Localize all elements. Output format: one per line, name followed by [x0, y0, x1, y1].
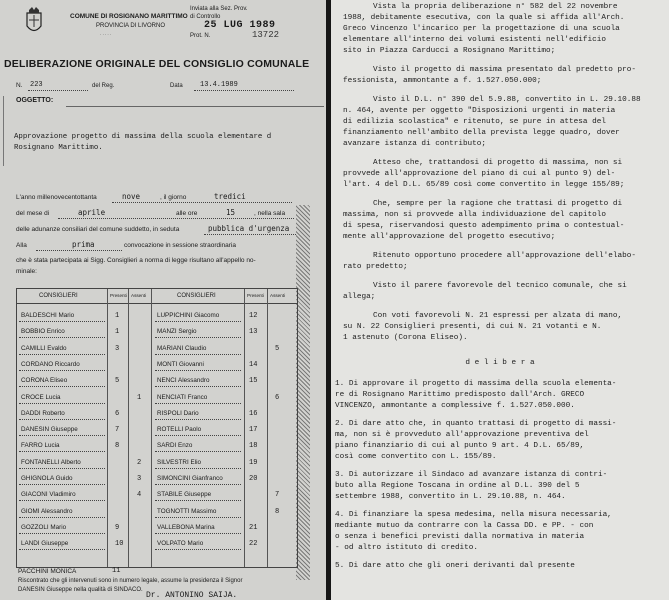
present-number: 13 [249, 328, 258, 337]
paragraph-line: massima, non si provvede alla individuazione del capitolo [343, 211, 606, 219]
table-row [17, 505, 297, 520]
councillor-name: VALLEBONA Marina [157, 523, 215, 531]
coat-of-arms-icon [24, 6, 44, 38]
councillor-name: GIOMI Alessandro [21, 507, 73, 515]
paragraph-line: su N. 22 Consiglieri presenti, di cui N. 21 votanti e N. [343, 323, 602, 331]
fill-line-5: che è stata partecipata ai Sigg. Consiglieri a norma di legge risultano all'appello no- [16, 257, 256, 264]
table-row [17, 423, 297, 438]
paragraph-line: fessionista, ammontante a f. 1.527.050.000; [343, 77, 542, 85]
bottom-line-1: Riscontrato che gli intervenuti sono in numero legale, assume la presidenza il Signor [18, 578, 243, 584]
councillor-name: DANESIN Giuseppe [21, 426, 78, 434]
subject-line-2: Rosignano Marittimo. [14, 144, 103, 152]
councillor-name: STABILE Giuseppe [157, 491, 212, 499]
bottom-line-2: DANESIN Giuseppe nella qualità di SINDACO. [18, 587, 143, 593]
table-row [17, 391, 297, 406]
paragraph-line: Visto il parere favorevole del tecnico comunale, che si [373, 282, 627, 290]
councillors-table [16, 288, 298, 568]
councillor-name: GHIGNOLA Guido [21, 475, 73, 482]
councillor-name: FONTANELLI Alberto [21, 458, 81, 466]
register-label: del Reg. [92, 83, 115, 89]
fill-line-1-mid: , il giorno [160, 194, 187, 201]
councillor-name: GIACONI Vladimiro [21, 491, 76, 499]
resolution-item-line: buto alla Regione Toscana in ordine al D.L. 390 del 5 [335, 482, 580, 490]
subject-label: OGGETTO: [16, 97, 54, 104]
present-number: 17 [249, 426, 258, 435]
stamp-prot-label: Prot. N. [190, 33, 211, 39]
present-number: 12 [249, 312, 258, 320]
resolution-item-line: così come convertito con L. 155/89. [335, 453, 497, 461]
paragraph-line: 1 astenuto (Corona Eliseo). [343, 334, 468, 342]
present-number: 22 [249, 540, 258, 549]
table-row [17, 472, 297, 487]
resolution-item-line: 3. Di autorizzare il Sindaco ad avanzare istanza di contri- [335, 471, 608, 479]
councillor-name: SILVESTRI Elio [157, 458, 201, 466]
resolution-item-line: 1. Di approvare il progetto di massima della scuola elementa- [335, 380, 617, 388]
table-row [17, 309, 297, 324]
header-present-right: Presenti [247, 293, 264, 298]
right-text-flow [331, 0, 669, 600]
paragraph-line: 1988, debitamente esecutiva, con la quale si affida all'Arch. [343, 14, 625, 22]
resolution-item-line: o senza i benefici previsti dalla normativa in materia [335, 533, 585, 541]
fill-hour: 15 [226, 208, 236, 217]
fill-convocation: prima [72, 240, 95, 249]
paragraph-line: l'art. 4 del D.L. 65/89 così come convertito in legge 155/89; [343, 181, 625, 189]
subject-line-1: Approvazione progetto di massima della scuola elementare d [14, 133, 272, 141]
present-number: 9 [115, 523, 120, 532]
resolution-item-line: mediante mutuo da contrarre con la Cassa DD. e PP. - con [335, 522, 594, 530]
resolution-item-line: 2. Di dare atto che, in quanto trattasi di progetto di massi- [335, 420, 617, 428]
extra-councillor-name: PACCHINI MONICA [18, 568, 77, 575]
left-page [0, 0, 326, 600]
councillor-name: CORDANO Riccardo [21, 360, 80, 368]
fill-session-type: pubblica d'urgenza [208, 224, 290, 233]
absent-number: 5 [275, 344, 280, 353]
councillor-name: MONTI Giovanni [157, 360, 204, 368]
present-number: 10 [115, 540, 124, 549]
councillor-name: ROTELLI Paolo [157, 426, 202, 434]
paragraph-line: di edilizia scolastica" e ritenuto, se pure in attesa del [343, 118, 606, 126]
fill-line-2-suffix: , nella sala [254, 210, 286, 217]
councillor-name: TOGNOTTI Massimo [157, 507, 217, 515]
table-row [17, 407, 297, 422]
councillor-name: MARIANI Claudio [157, 344, 207, 352]
fill-month: aprile [78, 208, 106, 217]
fill-day: tredici [214, 192, 246, 201]
number-label: N. [16, 82, 23, 89]
fill-line-2-prefix: del mese di [16, 210, 50, 217]
delibera-heading: d e l i b e r a [465, 359, 535, 367]
date-value: 13.4.1989 [200, 81, 238, 89]
councillor-name: FARRO Lucia [21, 442, 60, 450]
paragraph-line: allega; [343, 293, 376, 301]
paragraph-line: Vista la propria deliberazione n° 582 del 22 novembre [373, 3, 618, 11]
resolution-item-line: - od altro istituto di credito. [335, 544, 479, 552]
present-number: 14 [249, 360, 258, 369]
present-number: 20 [249, 475, 258, 483]
paragraph-line: elementare all'interno dei volumi esistenti nell'edificio [343, 36, 606, 44]
date-label: Data [170, 83, 183, 89]
table-body [17, 309, 297, 554]
present-number: 7 [115, 426, 120, 435]
councillor-name: RISPOLI Dario [157, 409, 199, 417]
header-councillors-right: CONSIGLIERI [177, 293, 216, 299]
councillor-name: SARDI Enzo [157, 442, 193, 450]
present-number: 5 [115, 377, 120, 386]
paragraph-line: provvede all'approvazione del piano di cui al punto 9) del- [343, 170, 616, 178]
fill-line-3-prefix: delle adunanze consiliari del comune suddetto, in seduta [16, 226, 180, 233]
paragraph-line: Atteso che, trattandosi di progetto di massima, non si [373, 159, 623, 167]
number-value: 223 [30, 81, 43, 89]
resolution-item-line: piano finanziario di cui al punto 9 art. 4 D.L. 65/89, [335, 442, 585, 450]
resolution-item-line: ma, non si è provveduto all'approvazione preventiva del [335, 431, 589, 439]
header-councillors-left: CONSIGLIERI [39, 293, 78, 299]
paragraph-line: sito in Piazza Carducci a Rosignano Marittimo; [343, 47, 556, 55]
resolution-item-line: 4. Di finanziare la spesa medesima, nella misura necessaria, [335, 511, 612, 519]
paragraph-line: Con voti favorevoli N. 21 espressi per alzata di mano, [373, 312, 623, 320]
present-number: 18 [249, 442, 258, 451]
councillor-name: VOLPATO Mario [157, 540, 204, 548]
absent-number: 2 [137, 458, 142, 467]
header-present-left: Presenti [110, 293, 127, 298]
present-number: 3 [115, 344, 120, 353]
header-absent-right: Assenti [270, 293, 286, 298]
right-page [331, 0, 669, 600]
fill-line-4-suffix: convocazione in sessione straordinaria [124, 242, 237, 249]
stamp-block [190, 4, 295, 42]
present-number: 1 [115, 312, 120, 320]
councillor-name: CORONA Eliseo [21, 377, 68, 385]
paragraph-line: Che, sempre per la ragione che trattasi di progetto di [373, 200, 623, 208]
councillor-name: MANZI Sergio [157, 328, 197, 336]
councillor-name: DADDI Roberto [21, 409, 65, 417]
present-number: 16 [249, 409, 258, 418]
printer-mark: · · · · · [100, 32, 112, 37]
provincia: PROVINCIA DI LIVORNO [96, 23, 166, 29]
councillor-name: LANDI Giuseppe [21, 540, 69, 548]
table-header [17, 289, 297, 304]
table-row [17, 325, 297, 340]
comune-name: COMUNE DI ROSIGNANO MARITTIMO [70, 13, 188, 20]
table-row [17, 488, 297, 503]
table-row [17, 439, 297, 454]
fill-line-1-prefix: L'anno millenovecentottanta [16, 194, 97, 201]
absent-number: 3 [137, 475, 142, 483]
present-number: 21 [249, 523, 258, 532]
paragraph-line: avanzare istanza di contributo; [343, 140, 487, 148]
resolution-item-line: VINCENZO, ammontante a complessive f. 1.527.050.000. [335, 402, 575, 410]
table-row [17, 358, 297, 373]
resolution-item-line: re di Rosignano Marittimo predisposto dall'Arch. GRECO [335, 391, 585, 399]
table-row [17, 374, 297, 389]
councillor-name: SIMONCINI Gianfranco [157, 475, 223, 482]
councillor-name: BOBBIO Enrico [21, 328, 65, 336]
table-row [17, 342, 297, 357]
header-absent-left: Assenti [131, 293, 147, 298]
fill-line-4-prefix: Alla [16, 242, 27, 249]
resolution-item-line: 5. Di dare atto che gli oneri derivanti dal presente [335, 562, 575, 570]
councillor-name: BALDESCHI Mario [21, 312, 75, 319]
present-number: 19 [249, 458, 258, 467]
table-row [17, 521, 297, 536]
councillor-name: LUPPICHINI Giacomo [157, 312, 220, 319]
paragraph-line: di spesa, riservandosi questo adempimento prima o contestual- [343, 222, 625, 230]
stamp-line1: Inviata alla Sez. Prov. [190, 6, 248, 12]
paragraph-line: Visto il progetto di massima presentato dal predetto pro- [373, 66, 636, 74]
stamp-prot-number: 13722 [252, 30, 280, 40]
absent-number: 1 [137, 393, 142, 402]
signature: Dr. ANTONINO SAIJA. [146, 591, 238, 600]
present-number: 15 [249, 377, 258, 386]
present-number: 6 [115, 409, 120, 418]
fill-year: nove [122, 192, 141, 201]
extra-councillor-number: 11 [112, 567, 121, 575]
paragraph-line: n. 464, avente per oggetto "Disposizioni urgenti in materia [343, 107, 616, 115]
margin-hatch [296, 205, 310, 580]
fill-line-2-mid: alle ore [176, 210, 198, 217]
present-number: 8 [115, 442, 120, 451]
paragraph-line: Ritenuto opportuno procedere all'approvazione dell'elabo- [373, 252, 636, 260]
absent-number: 7 [275, 491, 280, 500]
table-row [17, 456, 297, 471]
councillor-name: GOZZOLI Mario [21, 523, 67, 531]
stamp-date: 25 LUG 1989 [204, 20, 276, 31]
fill-line-6: minale: [16, 268, 37, 275]
councillor-name: NENCIATI Franco [157, 393, 208, 401]
councillor-name: NENCI Alessandro [157, 377, 210, 385]
absent-number: 4 [137, 491, 142, 500]
absent-number: 6 [275, 393, 280, 402]
paragraph-line: rato predetto; [343, 263, 408, 271]
paragraph-line: Greco Vincenzo l'incarico per la progettazione di una scuola [343, 25, 620, 33]
councillor-name: CROCE Lucia [21, 393, 61, 401]
councillor-name: CAMILLI Evaldo [21, 344, 67, 352]
document-title: DELIBERAZIONE ORIGINALE DEL CONSIGLIO COMUNALE [4, 58, 310, 70]
resolution-item-line: settembre 1988, convertito in L. 29.10.88, n. 464. [335, 493, 566, 501]
present-number: 1 [115, 328, 120, 337]
paragraph-line: finanziamento nell'ambito della prevista legge quadro, dover [343, 129, 620, 137]
paragraph-line: Visto il D.L. n° 390 del 5.9.88, convertito in L. 29.10.88 [373, 96, 641, 104]
absent-number: 8 [275, 507, 280, 516]
paragraph-line: mente all'approvazione del progetto esecutivo; [343, 233, 556, 241]
stamp-line2: di Controllo [190, 14, 221, 20]
table-row [17, 537, 297, 552]
